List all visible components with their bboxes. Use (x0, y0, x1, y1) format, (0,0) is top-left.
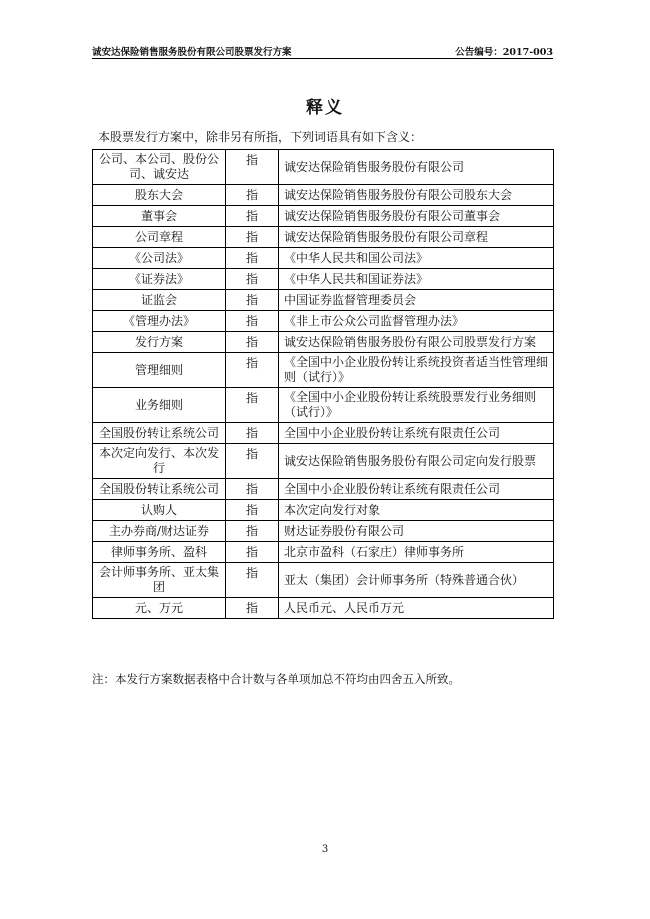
definition-row (93, 290, 554, 311)
definition-text: 《中华人民共和国证券法》 (279, 269, 554, 290)
definition-term: 主办券商/财达证券 (93, 521, 226, 542)
definition-marker: 指 (226, 269, 279, 290)
definition-term: 全国股份转让系统公司 (93, 479, 226, 500)
definition-marker: 指 (226, 479, 279, 500)
definitions-table-body (93, 150, 554, 619)
definition-term: 全国股份转让系统公司 (93, 423, 226, 444)
section-title: 释义 (306, 98, 344, 118)
definition-term: 本次定向发行、本次发行 (93, 444, 226, 479)
definition-term: 证监会 (93, 290, 226, 311)
definition-marker: 指 (226, 598, 279, 619)
definition-term: 董事会 (93, 206, 226, 227)
definition-term: 发行方案 (93, 332, 226, 353)
definition-row (93, 542, 554, 563)
definition-row (93, 311, 554, 332)
page-header (92, 44, 553, 59)
definition-term: 认购人 (93, 500, 226, 521)
definition-marker: 指 (226, 542, 279, 563)
definition-text: 中国证券监督管理委员会 (279, 290, 554, 311)
header-announcement-number: 公告编号：2017-003 (455, 47, 553, 58)
definition-term: 《公司法》 (93, 248, 226, 269)
footnote: 注：本发行方案数据表格中合计数与各单项加总不符均由四舍五入所致。 (92, 672, 460, 686)
definition-text: 诚安达保险销售服务股份有限公司股票发行方案 (279, 332, 554, 353)
header-company-title: 诚安达保险销售服务股份有限公司股票发行方案 (92, 47, 292, 58)
definition-text: 全国中小企业股份转让系统有限责任公司 (279, 423, 554, 444)
definition-row (93, 353, 554, 388)
definition-marker: 指 (226, 290, 279, 311)
definition-text: 《全国中小企业股份转让系统投资者适当性管理细则（试行）》 (279, 353, 554, 388)
definition-marker: 指 (226, 185, 279, 206)
definition-marker: 指 (226, 444, 279, 479)
definition-text: 《中华人民共和国公司法》 (279, 248, 554, 269)
definition-marker: 指 (226, 388, 279, 423)
definition-term: 《证券法》 (93, 269, 226, 290)
definition-term: 公司、本公司、股份公司、诚安达 (93, 150, 226, 185)
definition-row (93, 423, 554, 444)
definition-row (93, 521, 554, 542)
definition-marker: 指 (226, 563, 279, 598)
intro-paragraph: 本股票发行方案中，除非另有所指，下列词语具有如下含义： (98, 130, 423, 144)
definition-row (93, 563, 554, 598)
definition-term: 业务细则 (93, 388, 226, 423)
definition-text: 诚安达保险销售服务股份有限公司 (279, 150, 554, 185)
definition-row (93, 269, 554, 290)
definition-row (93, 185, 554, 206)
definition-text: 诚安达保险销售服务股份有限公司董事会 (279, 206, 554, 227)
definition-marker: 指 (226, 500, 279, 521)
definition-text: 《非上市公众公司监督管理办法》 (279, 311, 554, 332)
definition-term: 公司章程 (93, 227, 226, 248)
definition-text: 亚太（集团）会计师事务所（特殊普通合伙） (279, 563, 554, 598)
definition-row (93, 206, 554, 227)
definition-row (93, 598, 554, 619)
definition-text: 诚安达保险销售服务股份有限公司章程 (279, 227, 554, 248)
definition-row (93, 388, 554, 423)
definition-row (93, 227, 554, 248)
definition-text: 诚安达保险销售服务股份有限公司定向发行股票 (279, 444, 554, 479)
definition-term: 管理细则 (93, 353, 226, 388)
definition-text: 本次定向发行对象 (279, 500, 554, 521)
definition-marker: 指 (226, 521, 279, 542)
definition-text: 人民币元、人民币万元 (279, 598, 554, 619)
definition-text: 全国中小企业股份转让系统有限责任公司 (279, 479, 554, 500)
definition-term: 会计师事务所、亚太集团 (93, 563, 226, 598)
definition-marker: 指 (226, 332, 279, 353)
definition-term: 股东大会 (93, 185, 226, 206)
definition-row (93, 150, 554, 185)
definition-row (93, 332, 554, 353)
definition-text: 北京市盈科（石家庄）律师事务所 (279, 542, 554, 563)
definition-marker: 指 (226, 206, 279, 227)
definitions-table (92, 149, 554, 619)
definition-row (93, 479, 554, 500)
definition-marker: 指 (226, 150, 279, 185)
definition-marker: 指 (226, 248, 279, 269)
definition-marker: 指 (226, 353, 279, 388)
definition-row (93, 248, 554, 269)
definition-marker: 指 (226, 227, 279, 248)
page-number: 3 (321, 844, 329, 855)
definition-marker: 指 (226, 423, 279, 444)
definition-row (93, 500, 554, 521)
definition-term: 律师事务所、盈科 (93, 542, 226, 563)
definition-text: 财达证券股份有限公司 (279, 521, 554, 542)
definition-text: 诚安达保险销售服务股份有限公司股东大会 (279, 185, 554, 206)
definition-term: 《管理办法》 (93, 311, 226, 332)
definition-marker: 指 (226, 311, 279, 332)
definition-term: 元、万元 (93, 598, 226, 619)
definition-text: 《全国中小企业股份转让系统股票发行业务细则（试行）》 (279, 388, 554, 423)
definition-row (93, 444, 554, 479)
